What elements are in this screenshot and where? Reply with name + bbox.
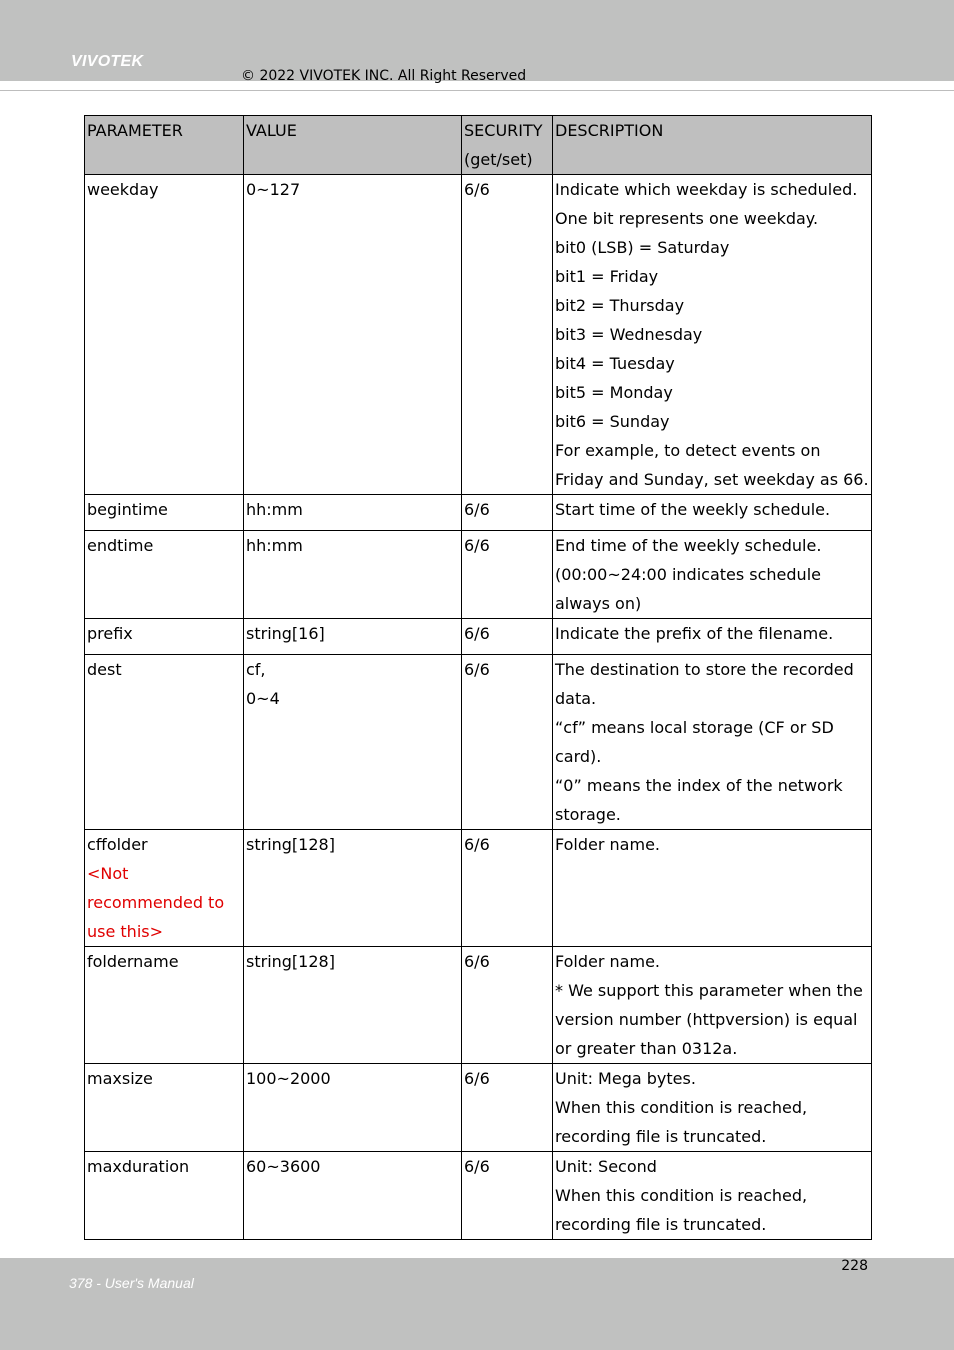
security-cell <box>462 1152 553 1240</box>
security-cell <box>462 1064 553 1152</box>
description-cell-line: Indicate the prefix of the filename. <box>555 624 834 643</box>
value-cell <box>244 175 462 495</box>
description-cell-line: Folder name. <box>555 952 660 971</box>
description-cell-line: bit0 (LSB) = Saturday <box>555 238 730 257</box>
parameter-cell-line: weekday <box>87 180 159 199</box>
header-divider <box>0 90 954 91</box>
security-cell-line: 6/6 <box>464 500 490 519</box>
value-cell <box>244 830 462 947</box>
description-cell-line: End time of the weekly schedule. <box>555 536 822 555</box>
parameter-cell-line: maxduration <box>87 1157 190 1176</box>
value-cell-line: string[16] <box>246 624 325 643</box>
value-cell <box>244 619 462 655</box>
column-header-description: DESCRIPTION <box>553 116 872 175</box>
description-cell-line: (00:00~24:00 indicates schedule always on) <box>555 565 821 613</box>
security-cell-line: 6/6 <box>464 1157 490 1176</box>
parameter-cell <box>85 619 244 655</box>
footer-band <box>0 1258 954 1350</box>
value-cell-line: hh:mm <box>246 536 303 555</box>
parameter-cell <box>85 1152 244 1240</box>
value-cell-line: string[128] <box>246 835 335 854</box>
description-cell-line: For example, to detect events on Friday and Sunday, set weekday as 66. <box>555 441 869 489</box>
value-cell-line: string[128] <box>246 952 335 971</box>
security-cell-line: 6/6 <box>464 536 490 555</box>
value-cell <box>244 655 462 830</box>
value-cell <box>244 495 462 531</box>
description-cell-line: When this condition is reached, recording file is truncated. <box>555 1098 808 1146</box>
value-cell-line: 0~127 <box>246 180 301 199</box>
parameter-cell <box>85 531 244 619</box>
description-cell-line: Unit: Second <box>555 1157 657 1176</box>
description-cell-line: bit2 = Thursday <box>555 296 685 315</box>
table-row <box>85 1152 872 1240</box>
table-row <box>85 830 872 947</box>
description-cell <box>553 1064 872 1152</box>
parameter-cell <box>85 830 244 947</box>
description-cell <box>553 655 872 830</box>
parameter-cell-line: prefix <box>87 624 133 643</box>
table-row <box>85 495 872 531</box>
description-cell-line: “0” means the index of the network storage. <box>555 776 843 824</box>
description-cell-line: Folder name. <box>555 835 660 854</box>
description-cell-line: “cf” means local storage (CF or SD card). <box>555 718 834 766</box>
table-row <box>85 175 872 495</box>
value-cell-line: hh:mm <box>246 500 303 519</box>
parameter-table <box>84 115 872 1240</box>
description-cell-line: bit5 = Monday <box>555 383 673 402</box>
security-cell-line: 6/6 <box>464 952 490 971</box>
parameter-cell <box>85 947 244 1064</box>
parameter-cell <box>85 495 244 531</box>
table-row <box>85 531 872 619</box>
security-cell <box>462 830 553 947</box>
security-cell <box>462 655 553 830</box>
page-number: 228 <box>841 1258 868 1274</box>
security-cell <box>462 619 553 655</box>
parameter-cell-line: begintime <box>87 500 168 519</box>
column-header-parameter: PARAMETER <box>85 116 244 175</box>
value-cell-line: 100~2000 <box>246 1069 331 1088</box>
security-cell <box>462 495 553 531</box>
security-cell <box>462 175 553 495</box>
security-cell-line: 6/6 <box>464 1069 490 1088</box>
parameter-cell-line: maxsize <box>87 1069 153 1088</box>
security-cell <box>462 947 553 1064</box>
description-cell <box>553 1152 872 1240</box>
description-cell <box>553 175 872 495</box>
parameter-cell <box>85 1064 244 1152</box>
copyright-notice: © 2022 VIVOTEK INC. All Right Reserved <box>241 68 527 84</box>
security-cell <box>462 531 553 619</box>
description-cell-line: bit6 = Sunday <box>555 412 670 431</box>
description-cell <box>553 495 872 531</box>
description-cell-line: bit3 = Wednesday <box>555 325 703 344</box>
parameter-warning-note: <Not recommended to use this> <box>87 864 225 941</box>
table-row <box>85 1064 872 1152</box>
description-cell-line: * We support this parameter when the version number (httpversion) is equal or greater than 0312a. <box>555 981 863 1058</box>
description-cell <box>553 531 872 619</box>
parameter-cell <box>85 175 244 495</box>
value-cell <box>244 531 462 619</box>
table-row <box>85 655 872 830</box>
value-cell-line: 60~3600 <box>246 1157 321 1176</box>
security-cell-line: 6/6 <box>464 660 490 679</box>
table-header-row <box>85 116 872 175</box>
description-cell-line: The destination to store the recorded data. <box>555 660 854 708</box>
description-cell <box>553 947 872 1064</box>
description-cell-line: When this condition is reached, recording file is truncated. <box>555 1186 808 1234</box>
value-cell <box>244 1152 462 1240</box>
value-cell <box>244 947 462 1064</box>
description-cell-line: bit1 = Friday <box>555 267 659 286</box>
parameter-cell-line: dest <box>87 660 122 679</box>
parameter-cell-line: foldername <box>87 952 179 971</box>
manual-label: 378 - User's Manual <box>69 1275 194 1291</box>
security-cell-line: 6/6 <box>464 180 490 199</box>
description-cell-line: Indicate which weekday is scheduled. <box>555 180 858 199</box>
security-cell-line: 6/6 <box>464 835 490 854</box>
column-header-value: VALUE <box>244 116 462 175</box>
parameter-cell <box>85 655 244 830</box>
description-cell <box>553 830 872 947</box>
parameter-cell-line: cffolder <box>87 835 148 854</box>
security-cell-line: 6/6 <box>464 624 490 643</box>
description-cell <box>553 619 872 655</box>
value-cell <box>244 1064 462 1152</box>
table-row <box>85 947 872 1064</box>
table-body <box>85 175 872 1240</box>
column-header-security: SECURITY (get/set) <box>462 116 553 175</box>
description-cell-line: Start time of the weekly schedule. <box>555 500 831 519</box>
value-cell-line: cf, <box>246 660 266 679</box>
value-cell-line: 0~4 <box>246 689 280 708</box>
table-row <box>85 619 872 655</box>
description-cell-line: Unit: Mega bytes. <box>555 1069 696 1088</box>
description-cell-line: bit4 = Tuesday <box>555 354 675 373</box>
parameter-cell-line: endtime <box>87 536 154 555</box>
brand-logo: VIVOTEK <box>71 53 144 70</box>
description-cell-line: One bit represents one weekday. <box>555 209 819 228</box>
